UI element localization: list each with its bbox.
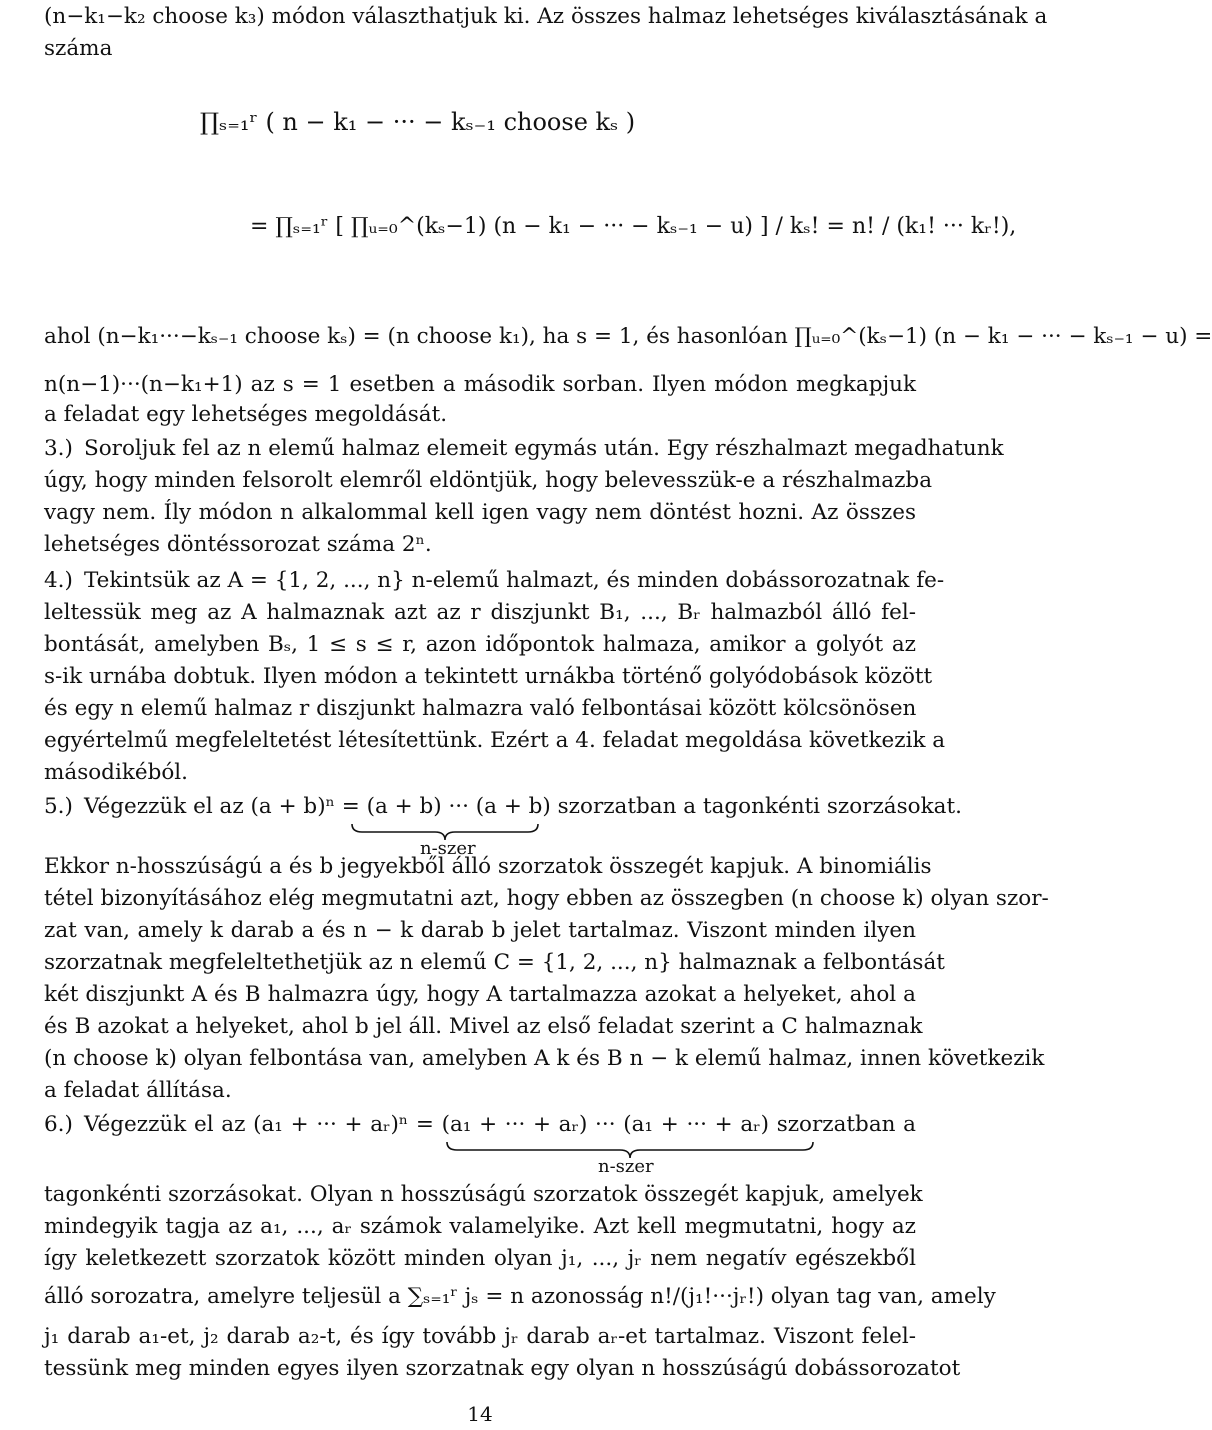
item-6-line-3: mindegyik tagja az a₁, ..., aᵣ számok valamelyike. Azt kell megmutatni, hogy az <box>44 1214 916 1239</box>
text-line-1: (n−k₁−k₂ choose k₃) módon választhatjuk ki. Az összes halmaz lehetséges kiválasztásának a <box>44 4 1048 29</box>
item-4-line-1: Tekintsük az A = {1, 2, ..., n} n-elemű halmazt, és minden dobássorozatnak fe- <box>84 568 945 593</box>
equation-product-binomial: ∏ₛ₌₁ʳ ( n − k₁ − ··· − kₛ₋₁ choose kₛ ) <box>200 108 636 136</box>
item-3-line-3: vagy nem. Íly módon n alkalommal kell igen vagy nem döntést hozni. Az összes <box>44 500 916 525</box>
underbrace-label: n-szer <box>598 1156 654 1177</box>
item-5-line-9: a feladat állítása. <box>44 1078 232 1103</box>
item-3-line-4: lehetséges döntéssorozat száma 2ⁿ. <box>44 532 432 557</box>
item-5-line-8: (n choose k) olyan felbontása van, amelyben A k és B n − k elemű halmaz, innen következik <box>44 1046 1045 1071</box>
item-4-line-4: s-ik urnába dobtuk. Ilyen módon a tekintett urnákba történő golyódobások között <box>44 664 933 689</box>
item-5-line-4: zat van, amely k darab a és n − k darab b jelet tartalmaz. Viszont minden ilyen <box>44 918 916 943</box>
item-3-line-1: Soroljuk fel az n elemű halmaz elemeit egymás után. Egy részhalmazt megadhatunk <box>84 436 1004 461</box>
item-5-line-5: szorzatnak megfeleltethetjük az n elemű C = {1, 2, ..., n} halmaznak a felbontását <box>44 950 945 975</box>
item-4-line-5: és egy n elemű halmaz r diszjunkt halmazra való felbontásai között kölcsönösen <box>44 696 917 721</box>
item-5-line-2: Ekkor n-hosszúságú a és b jegyekből álló szorzatok összegét kapjuk. A binomiális <box>44 854 932 879</box>
text-line-2: száma <box>44 36 113 61</box>
item-6-line-1: Végezzük el az (a₁ + ··· + aᵣ)ⁿ = (a₁ + ··· + aᵣ) ··· (a₁ + ··· + aᵣ) szorzatban a <box>84 1112 916 1137</box>
item-4-line-2: leltessük meg az A halmaznak azt az r diszjunkt B₁, ..., Bᵣ halmazból álló fel- <box>44 600 916 625</box>
text-line-ahol: ahol (n−k₁···−kₛ₋₁ choose kₛ) = (n choose k₁), ha s = 1, és hasonlóan ∏ᵤ₌₀^(kₛ−1) (n − k₁ − ··· − kₛ₋₁ − u) = <box>44 324 1212 349</box>
page-number: 14 <box>467 1402 493 1426</box>
item-3-line-2: úgy, hogy minden felsorolt elemről eldöntjük, hogy belevesszük-e a részhalmazba <box>44 468 933 493</box>
item-5-line-7: és B azokat a helyeket, ahol b jel áll. Mivel az első feladat szerint a C halmaznak <box>44 1014 923 1039</box>
text-line-4: n(n−1)···(n−k₁+1) az s = 1 esetben a második sorban. Ilyen módon megkapjuk <box>44 372 916 397</box>
equation-product-factorial: = ∏ₛ₌₁ʳ [ ∏ᵤ₌₀^(kₛ−1) (n − k₁ − ··· − kₛ₋₁ − u) ] / kₛ! = n! / (k₁! ··· kᵣ!), <box>250 214 1017 239</box>
item-3-label: 3.) <box>44 436 73 461</box>
item-6-line-6: j₁ darab a₁-et, j₂ darab a₂-t, és így tovább jᵣ darab aᵣ-et tartalmaz. Viszont felel- <box>44 1324 916 1349</box>
item-5-label: 5.) <box>44 794 73 819</box>
item-6-line-2: tagonkénti szorzásokat. Olyan n hosszúságú szorzatok összegét kapjuk, amelyek <box>44 1182 923 1207</box>
item-6-label: 6.) <box>44 1112 73 1137</box>
text-line-5: a feladat egy lehetséges megoldását. <box>44 402 448 427</box>
item-6-line-5: álló sorozatra, amelyre teljesül a ∑ₛ₌₁ʳ jₛ = n azonosság n!/(j₁!···jᵣ!) olyan tag van, amely <box>44 1284 996 1309</box>
item-6-line-4: így keletkezett szorzatok között minden olyan j₁, ..., jᵣ nem negatív egészekből <box>44 1246 916 1271</box>
item-4-label: 4.) <box>44 568 73 593</box>
item-4-line-7: másodikéból. <box>44 760 188 785</box>
underbrace-label: n-szer <box>420 838 476 859</box>
item-5-line-3: tétel bizonyításához elég megmutatni azt, hogy ebben az összegben (n choose k) olyan szor- <box>44 886 1049 911</box>
item-4-line-3: bontását, amelyben Bₛ, 1 ≤ s ≤ r, azon időpontok halmaza, amikor a golyót az <box>44 632 916 657</box>
item-4-line-6: egyértelmű megfeleltetést létesítettünk. Ezért a 4. feladat megoldása következik a <box>44 728 946 753</box>
item-6-line-7: tessünk meg minden egyes ilyen szorzatnak egy olyan n hosszúságú dobássorozatot <box>44 1356 961 1381</box>
item-5-line-6: két diszjunkt A és B halmazra úgy, hogy A tartalmazza azokat a helyeket, ahol a <box>44 982 916 1007</box>
item-5-line-1: Végezzük el az (a + b)ⁿ = (a + b) ··· (a + b) szorzatban a tagonkénti szorzásokat. <box>84 794 962 819</box>
